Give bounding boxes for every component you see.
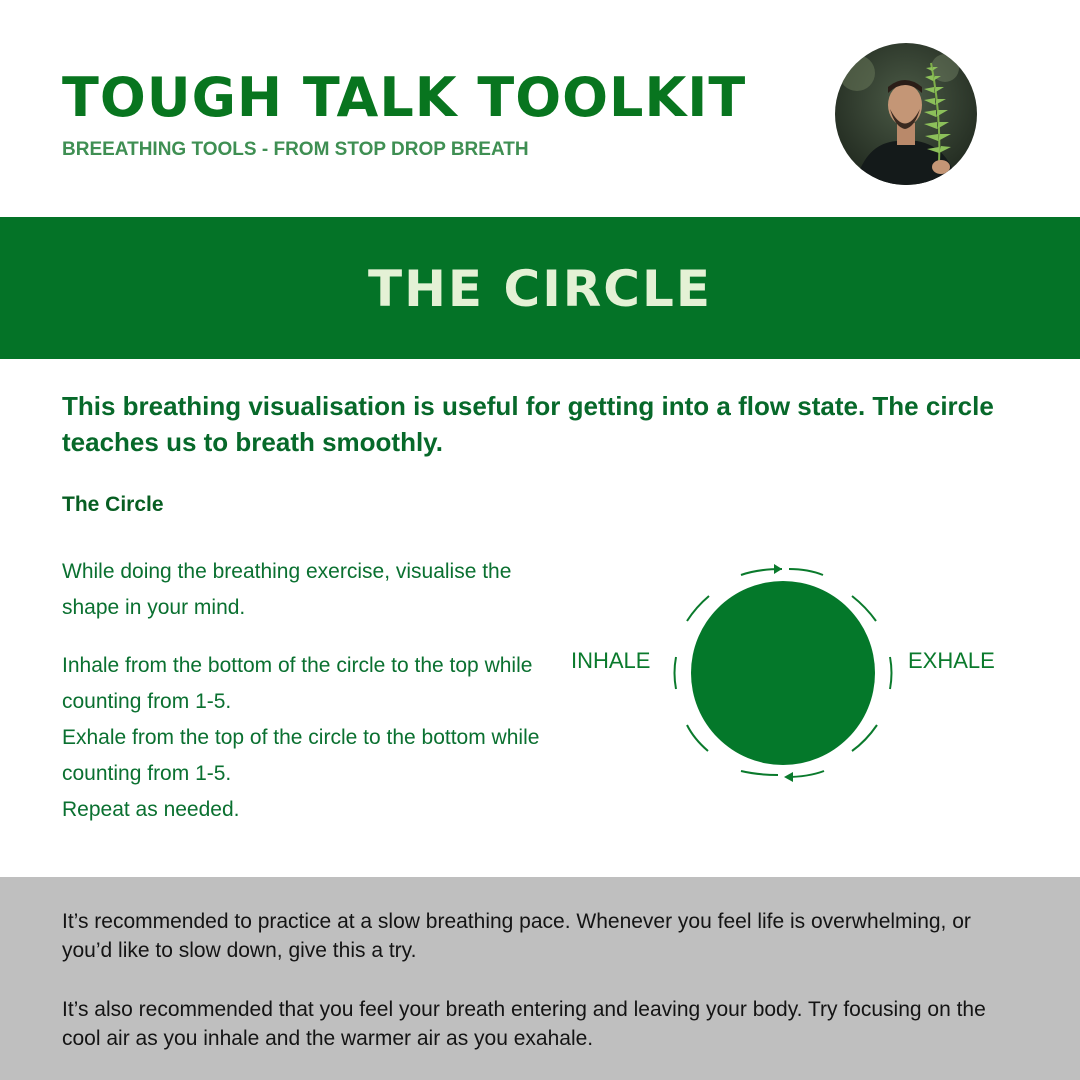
intro-text: This breathing visualisation is useful for getting into a flow state. The circle teaches us to breath smoothly.: [62, 391, 994, 457]
orbit-arc: [789, 569, 823, 575]
steps-paragraph: [62, 648, 552, 828]
orbit-arc: [675, 657, 677, 689]
step-line: Repeat as needed.: [62, 798, 240, 821]
banner-title: THE CIRCLE: [367, 260, 713, 318]
footer-paragraph: It’s also recommended that you feel your breath entering and leaving your body. Try focusing on the cool air as you inhale and the warmer air as you exahale.: [62, 998, 986, 1050]
step-line: Inhale from the bottom of the circle to the top while counting from 1-5.: [62, 654, 533, 713]
step-line: Exhale from the top of the circle to the bottom while counting from 1-5.: [62, 726, 540, 785]
instruction-paragraph: While doing the breathing exercise, visualise the shape in your mind.: [62, 560, 512, 619]
breath-circle: [691, 581, 875, 765]
avatar-photo: [835, 43, 977, 185]
arrow-left-icon: [784, 772, 793, 782]
orbit-arc: [741, 771, 778, 775]
orbit-arc: [687, 725, 708, 751]
man-holding-fern-image: [835, 43, 977, 185]
section-heading: The Circle: [62, 493, 164, 516]
exhale-label: EXHALE: [908, 648, 995, 673]
title-banner: [0, 217, 1080, 359]
page-title: TOUGH TALK TOOLKIT: [62, 66, 747, 129]
orbit-arc: [890, 657, 892, 689]
orbit-arc: [687, 596, 709, 621]
breathing-circle-diagram: [560, 555, 1020, 795]
footer-paragraph: It’s recommended to practice at a slow breathing pace. Whenever you feel life is overwhelming, or you’d like to slow down, give this a try.: [62, 910, 971, 962]
page-subtitle: BREEATHING TOOLS - FROM STOP DROP BREATH: [62, 139, 529, 160]
inhale-label: INHALE: [571, 648, 651, 673]
footer-panel: [0, 877, 1080, 1080]
arrow-right-icon: [774, 564, 782, 574]
circle-graphic: [560, 555, 1020, 795]
